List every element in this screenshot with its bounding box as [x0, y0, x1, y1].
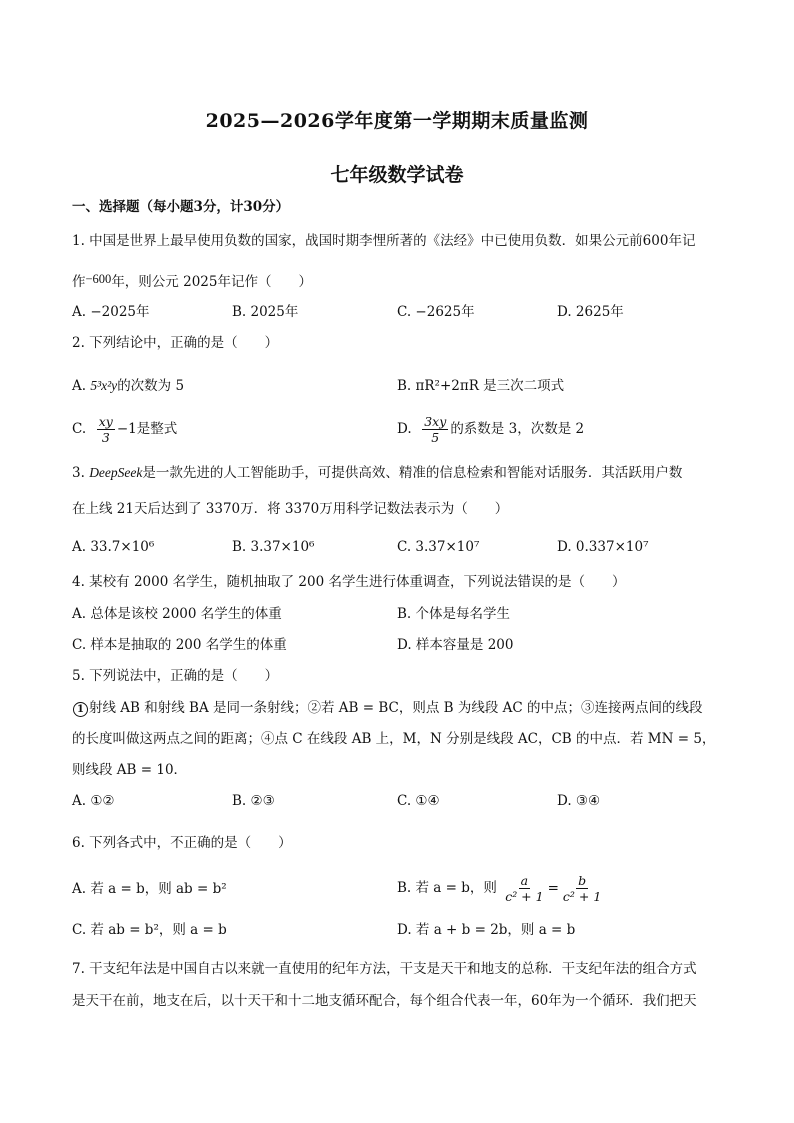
- q6-b-fraction-right: $\frac{b}{\text{c² + 1}}$: [562, 873, 602, 904]
- q6-option-d: D. 若 a + b = 2b，则 a = b: [397, 922, 576, 938]
- q6-option-a: A. 若 a = b，则 ab = b²: [72, 881, 227, 897]
- q3-option-c: C. 3.37×10⁷: [397, 539, 480, 555]
- q5-line1: 1 射线 AB 和射线 BA 是同一条射线；②若 AB = BC，则点 B 为线段 AC 的中点；③连接两点间的线段: [72, 699, 703, 717]
- q5-option-b: B. ②③: [232, 793, 275, 809]
- q6-option-b: B. 若 a = b，则 $\frac{a}{\text{c² + 1}}$ = $\frac{b}{\text{c² + 1}}$: [397, 873, 602, 904]
- q3-option-a: A. 33.7×10⁶: [72, 539, 155, 555]
- q1-line2: 作−600年，则公元 2025年记作（ ）: [72, 272, 312, 290]
- q5-stem: 5. 下列说法中，正确的是（ ）: [72, 668, 279, 684]
- q4-stem: 4. 某校有 2000 名学生，随机抽取了 200 名学生进行体重调查，下列说法错误的是（ ）: [72, 574, 626, 590]
- q4-option-c: C. 样本是抽取的 200 名学生的体重: [72, 637, 287, 653]
- section-heading: 一、选择题（每小题3分，计30分）: [72, 199, 290, 215]
- q1-option-c: C. −2625年: [397, 304, 475, 320]
- q5-option-c: C. ①④: [397, 793, 440, 809]
- q2-option-d: D. $\frac{3xy}{5}$ 的系数是 3，次数是 2: [397, 414, 585, 445]
- q3-option-d: D. 0.337×10⁷: [557, 539, 649, 555]
- q1-option-b: B. 2025年: [232, 304, 299, 320]
- q2-d-fraction: $\frac{3xy}{5}$: [424, 414, 447, 445]
- q3-option-b: B. 3.37×10⁶: [232, 539, 315, 555]
- q2-option-c: C. $\frac{xy}{3}$ −1是整式: [72, 414, 178, 445]
- circled-one-icon: 1: [73, 702, 88, 717]
- q4-option-d: D. 样本容量是 200: [397, 637, 514, 653]
- exam-subtitle: 七年级数学试卷: [330, 164, 464, 186]
- q6-b-fraction-left: $\frac{a}{\text{c² + 1}}$: [505, 873, 544, 904]
- q1-option-d: D. 2625年: [557, 304, 624, 320]
- q5-line3: 则线段 AB = 10．: [72, 762, 188, 778]
- q1-option-a: A. −2025年: [72, 304, 150, 320]
- q1-line1: 1. 中国是世界上最早使用负数的国家，战国时期李悝所著的《法经》中已使用负数．如果公元前600年记: [72, 233, 696, 249]
- q5-option-a: A. ①②: [72, 793, 115, 809]
- q2-c-fraction: $\frac{xy}{3}$: [98, 414, 113, 445]
- q5-line2: 的长度叫做这两点之间的距离；④点 C 在线段 AB 上，M，N 分别是线段 AC，CB 的中点．若 MN = 5，: [72, 731, 716, 747]
- q2-option-b: B. πR²+2πR 是三次二项式: [397, 378, 565, 394]
- q4-option-a: A. 总体是该校 2000 名学生的体重: [72, 606, 282, 622]
- q2-stem: 2. 下列结论中，正确的是（ ）: [72, 335, 279, 351]
- q6-stem: 6. 下列各式中，不正确的是（ ）: [72, 835, 292, 851]
- q3-line2: 在上线 21天后达到了 3370万．将 3370万用科学记数法表示为（ ）: [72, 501, 509, 517]
- q3-line1: 3. DeepSeek是一款先进的人工智能助手，可提供高效、精准的信息检索和智能对话服务．其活跃用户数: [72, 465, 683, 481]
- q7-line1: 7. 干支纪年法是中国自古以来就一直使用的纪年方法，干支是天干和地支的总称．干支纪年法的组合方式: [72, 961, 697, 977]
- q4-option-b: B. 个体是每名学生: [397, 606, 511, 622]
- q2-option-a: A. 5³x²y的次数为 5: [72, 378, 185, 394]
- q7-line2: 是天干在前，地支在后，以十天干和十二地支循环配合，每个组合代表一年，60年为一个循环．我们把天: [72, 993, 697, 1009]
- q5-option-d: D. ③④: [557, 793, 601, 809]
- q6-option-c: C. 若 ab = b²，则 a = b: [72, 922, 227, 938]
- exam-title: 2025—2026学年度第一学期期末质量监测: [205, 110, 589, 132]
